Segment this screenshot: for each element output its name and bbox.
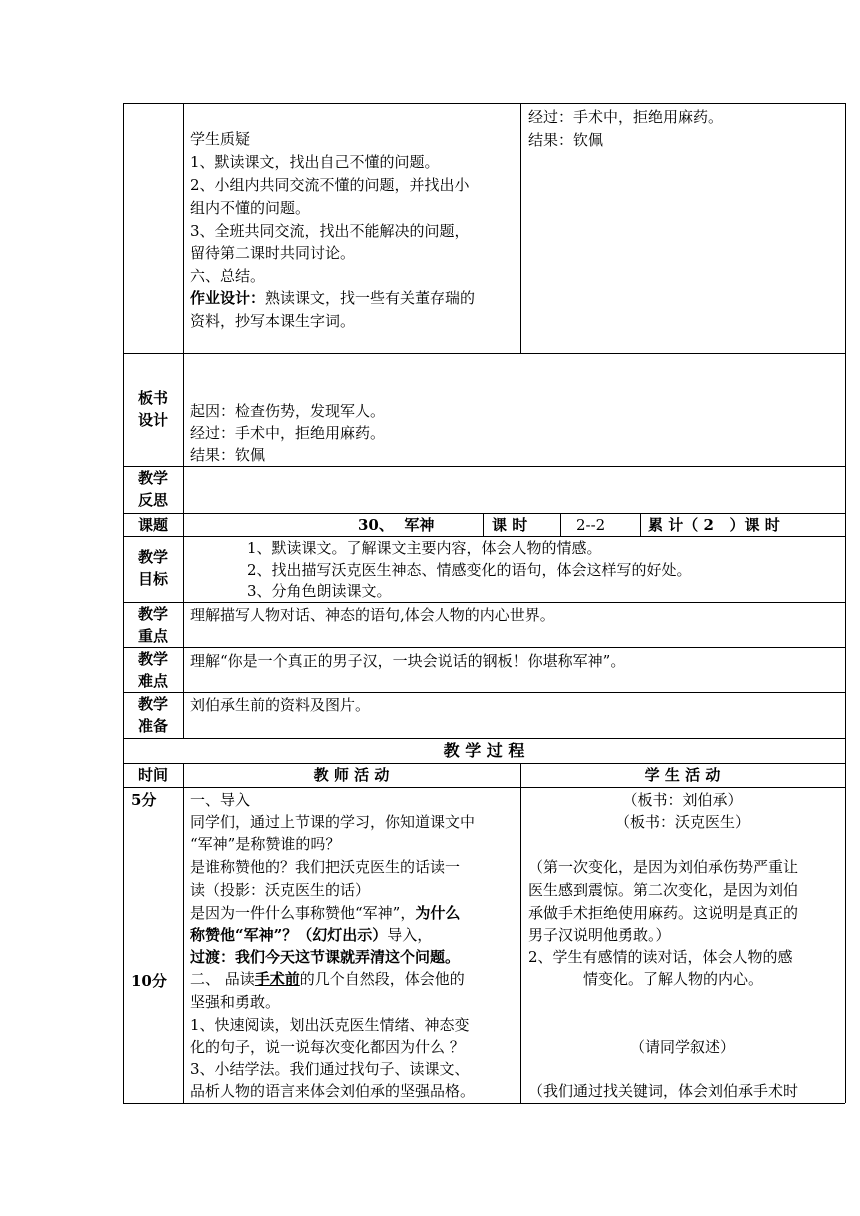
- teacher-line: 读（投影：沃克医生的话）: [190, 881, 371, 899]
- question-line: 留待第二课时共同讨论。: [190, 244, 356, 262]
- teacher-line: 称赞他“军神”？（幻灯出示）导入，: [190, 926, 433, 944]
- question-line: 2、小组内共同交流不懂的问题，并找出小: [190, 176, 470, 194]
- row-line: [123, 692, 845, 693]
- teacher-line: 坚强和勇敢。: [190, 993, 281, 1011]
- time-5min: 5分: [131, 791, 157, 809]
- table-border-right: [845, 103, 846, 1103]
- board-cause: 起因：检查伤势，发现军人。: [190, 402, 386, 420]
- difficulty-text: 理解“你是一个真正的男子汉，一块会说话的钢板！你堪称军神”。: [190, 652, 626, 670]
- question-line: 学生质疑: [190, 130, 251, 148]
- student-line: （板书：沃克医生）: [614, 813, 750, 831]
- teacher-line: 过渡：我们今天这节课就弄清这个问题。: [190, 948, 461, 966]
- student-line: 2、学生有感情的读对话，体会人物的感: [528, 948, 793, 966]
- teacher-line: 是谁称赞他的？我们把沃克医生的话读一: [190, 858, 461, 876]
- reflection-label: 教学 反思: [137, 469, 168, 509]
- row-line: [123, 1103, 845, 1104]
- board-process: 经过：手术中，拒绝用麻药。: [190, 424, 386, 442]
- teacher-line: 一、导入: [190, 791, 251, 809]
- student-line: （我们通过找关键词，体会刘伯承手术时: [528, 1082, 799, 1100]
- col-student: 学 生 活 动: [644, 766, 721, 784]
- time-column-divider: [183, 763, 184, 1103]
- question-line: 3、全班共同交流，找出不能解决的问题，: [190, 222, 470, 240]
- row-line: [123, 738, 845, 739]
- homework-line-2: 资料，抄写本课生字词。: [190, 312, 356, 330]
- student-line: （第一次变化，是因为刘伯承伤势严重让: [528, 858, 799, 876]
- prep-text: 刘伯承生前的资料及图片。: [190, 696, 371, 714]
- summary-heading: 六、总结。: [190, 267, 266, 285]
- lesson-label: 课题: [137, 516, 168, 534]
- process-title: 教 学 过 程: [443, 741, 525, 760]
- teacher-line: “军神”是称赞谁的吗？: [190, 835, 341, 853]
- teacher-line: 品析人物的语言来体会刘伯承的坚强品格。: [190, 1082, 476, 1100]
- col-teacher: 教 师 活 动: [313, 766, 390, 784]
- row-line: [123, 787, 845, 788]
- row-line: [123, 602, 845, 603]
- goal-line: 1、默读课文。了解课文主要内容，体会人物的情感。: [247, 539, 602, 557]
- question-line: 组内不懂的问题。: [190, 199, 311, 217]
- student-line: 男子汉说明他勇敢。）: [528, 926, 671, 944]
- label-column-divider: [183, 103, 184, 738]
- goal-line: 2、找出描写沃克医生神态、情感变化的语句，体会这样写的好处。: [247, 561, 692, 579]
- row-line: [123, 466, 845, 467]
- teacher-line: 同学们，通过上节课的学习，你知道课文中: [190, 813, 476, 831]
- time-10min: 10分: [131, 972, 167, 990]
- difficulty-label: 教学 难点: [137, 650, 168, 690]
- teacher-line: 化的句子，说一说每次变化都因为什么 ？: [190, 1038, 465, 1056]
- col-time: 时间: [137, 766, 168, 784]
- prep-label: 教学 准备: [137, 695, 168, 735]
- student-line: 医生感到震惊。第二次变化，是因为刘伯: [528, 881, 799, 899]
- lesson-divider-1: [483, 513, 484, 536]
- period-value: 2--2: [576, 516, 606, 534]
- homework-line: [190, 287, 475, 309]
- student-line: （板书：刘伯承）: [622, 791, 743, 809]
- teacher-line: 二、 品读手术前的几个自然段，体会他的: [190, 970, 465, 988]
- top-middle-divider: [520, 103, 521, 353]
- board-label: 板书 设计: [137, 389, 168, 429]
- goals-label: 教学 目标: [137, 548, 168, 588]
- period-label: 课 时: [492, 516, 528, 534]
- student-line: （请同学叙述）: [629, 1038, 735, 1056]
- student-line: 承做手术拒绝使用麻药。这说明是真正的: [528, 904, 799, 922]
- goal-line: 3、分角色朗读课文。: [247, 582, 392, 600]
- homework-text: 熟读课文，找一些有关董存瑞的: [265, 289, 476, 307]
- board-line: 结果：钦佩: [528, 131, 604, 149]
- teacher-line: 3、小结学法。我们通过找句子、读课文、: [190, 1060, 470, 1078]
- key-text: 理解描写人物对话、神态的语句,体会人物的内心世界。: [190, 606, 555, 624]
- row-line: [123, 353, 845, 354]
- row-line: [123, 647, 845, 648]
- row-line: [123, 103, 845, 104]
- lesson-divider-3: [640, 513, 641, 536]
- question-line: 1、默读课文，找出自己不懂的问题。: [190, 153, 440, 171]
- teacher-line: 是因为一件什么事称赞他“军神”，为什么: [190, 904, 461, 922]
- lesson-divider-2: [560, 513, 561, 536]
- board-line: 经过：手术中，拒绝用麻药。: [528, 108, 724, 126]
- student-line: 情变化。了解人物的内心。: [583, 970, 764, 988]
- lesson-title: 30、 军神: [358, 516, 435, 534]
- board-result: 结果：钦佩: [190, 446, 266, 464]
- teacher-line: 1、快速阅读，划出沃克医生情绪、神态变: [190, 1016, 470, 1034]
- key-label: 教学 重点: [137, 605, 168, 645]
- cumulative-periods: 累 计（ 2 ）课 时: [648, 516, 780, 534]
- homework-label: 作业设计：: [190, 289, 266, 307]
